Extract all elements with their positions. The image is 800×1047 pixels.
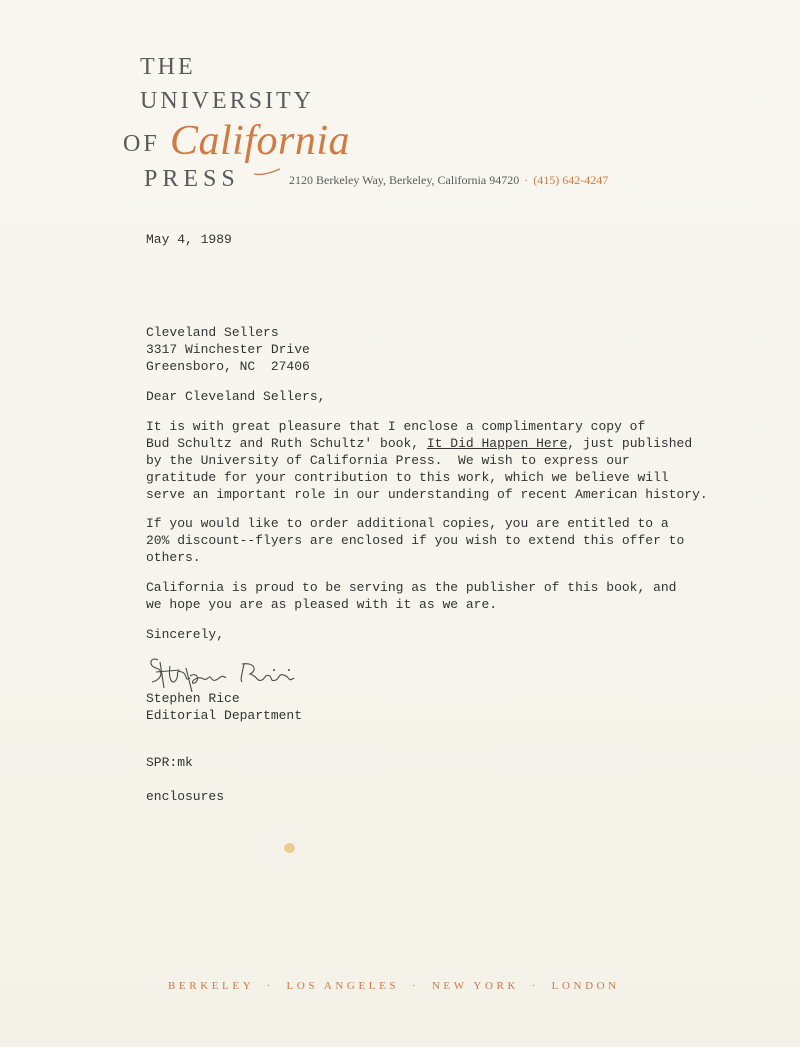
letterhead-address: 2120 Berkeley Way, Berkeley, California 94720: [289, 173, 520, 187]
p1-line2-pre: Bud Schultz and Ruth Schultz' book,: [146, 436, 427, 451]
footer-city-new-york: NEW YORK: [431, 980, 519, 992]
footer-city-los-angeles: LOS ANGELES: [286, 980, 400, 992]
paragraph-1-line-3: by the University of California Press. We wish to express our: [146, 453, 630, 468]
footer-cities: BERKELEY · LOS ANGELES · NEW YORK · LONDON: [168, 980, 620, 992]
recipient-street: 3317 Winchester Drive: [146, 342, 310, 357]
footer-city-london: LONDON: [551, 980, 620, 992]
letterhead-swash-decoration: [252, 163, 282, 177]
letterhead-address-line: [289, 173, 608, 188]
typist-initials: SPR:mk: [146, 755, 193, 770]
recipient-city: Greensboro, NC 27406: [146, 359, 310, 374]
letter-date: May 4, 1989: [146, 232, 232, 247]
paragraph-1-line-5: serve an important role in our understanding of recent American history.: [146, 487, 708, 502]
paragraph-3-line-2: we hope you are as pleased with it as we are.: [146, 597, 498, 612]
letterhead-phone: (415) 642-4247: [533, 173, 609, 187]
book-title: It Did Happen Here: [426, 436, 568, 451]
paragraph-1-line-4: gratitude for your contribution to this work, which we believe will: [146, 470, 669, 485]
letterhead-university: UNIVERSITY: [140, 88, 314, 114]
letterhead-california: California: [170, 118, 351, 164]
closing: Sincerely,: [146, 627, 225, 642]
footer-city-berkeley: BERKELEY: [168, 980, 254, 992]
paragraph-1-line-1: It is with great pleasure that I enclose a complimentary copy of: [146, 419, 646, 434]
signer-department: Editorial Department: [146, 708, 303, 723]
paragraph-2-line-1: If you would like to order additional copies, you are entitled to a: [146, 516, 669, 531]
paragraph-3-line-1: California is proud to be serving as the publisher of this book, and: [146, 580, 677, 595]
letterhead-the: THE: [140, 54, 196, 80]
signer-name: Stephen Rice: [146, 691, 240, 706]
salutation: Dear Cleveland Sellers,: [146, 389, 326, 404]
enclosures-note: enclosures: [146, 789, 225, 804]
paragraph-2-line-2: 20% discount--flyers are enclosed if you wish to extend this offer to: [146, 533, 685, 548]
paragraph-1-line-2: [146, 435, 692, 452]
letterhead-press: PRESS: [144, 166, 240, 192]
letterhead-of: OF: [123, 131, 160, 157]
address-separator: ·: [524, 173, 529, 187]
paragraph-2-line-3: others.: [146, 550, 201, 565]
paper-stain: [284, 843, 295, 853]
p1-line2-post: , just published: [567, 436, 693, 451]
recipient-name: Cleveland Sellers: [146, 325, 279, 340]
